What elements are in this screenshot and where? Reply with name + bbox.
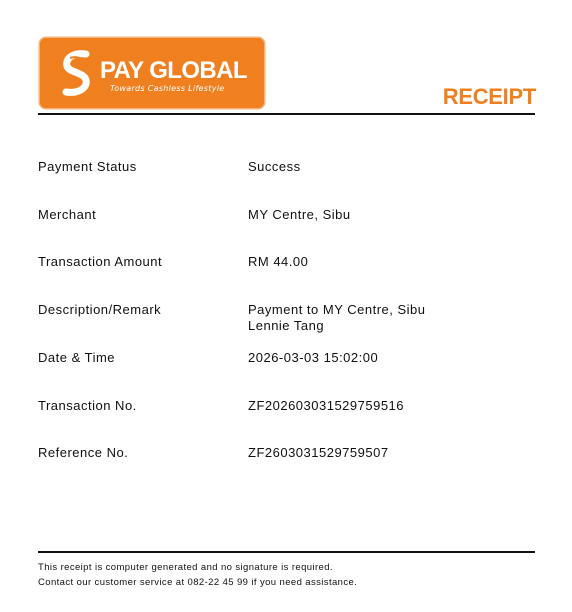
detail-value-line: Payment to MY Centre, Sibu [248, 302, 426, 317]
detail-value [248, 302, 426, 334]
footer-disclaimer: This receipt is computer generated and no signature is required. [38, 562, 333, 573]
header-divider [38, 113, 535, 115]
detail-value-line: ZF2603031529759507 [248, 445, 389, 460]
detail-label: Payment Status [38, 159, 137, 174]
detail-value [248, 445, 389, 461]
footer-contact: Contact our customer service at 082-22 45 99 if you need assistance. [38, 577, 358, 588]
detail-label: Description/Remark [38, 302, 162, 317]
detail-value-line: 2026-03-03 15:02:00 [248, 350, 379, 365]
detail-value [248, 350, 378, 366]
receipt-title: RECEIPT [442, 84, 536, 109]
detail-value [248, 207, 351, 223]
detail-value-line: MY Centre, Sibu [248, 207, 351, 222]
detail-label: Date & Time [38, 350, 116, 365]
brand-name: PAY GLOBAL [100, 57, 247, 84]
detail-value [248, 254, 308, 270]
detail-label: Transaction Amount [38, 254, 163, 269]
detail-value-line: RM 44.00 [248, 254, 309, 269]
detail-value [248, 398, 404, 414]
brand-tagline: Towards Cashless Lifestyle [110, 84, 225, 93]
detail-label: Reference No. [38, 445, 129, 460]
detail-value-line: ZF202603031529759516 [248, 398, 405, 413]
detail-label: Merchant [38, 207, 97, 222]
detail-value-line: Success [248, 159, 301, 174]
s-swirl-icon [60, 50, 94, 96]
footer-divider [38, 551, 535, 553]
detail-value-line: Lennie Tang [248, 318, 325, 333]
detail-value [248, 159, 301, 175]
detail-label: Transaction No. [38, 398, 137, 413]
pay-global-logo [40, 38, 264, 108]
